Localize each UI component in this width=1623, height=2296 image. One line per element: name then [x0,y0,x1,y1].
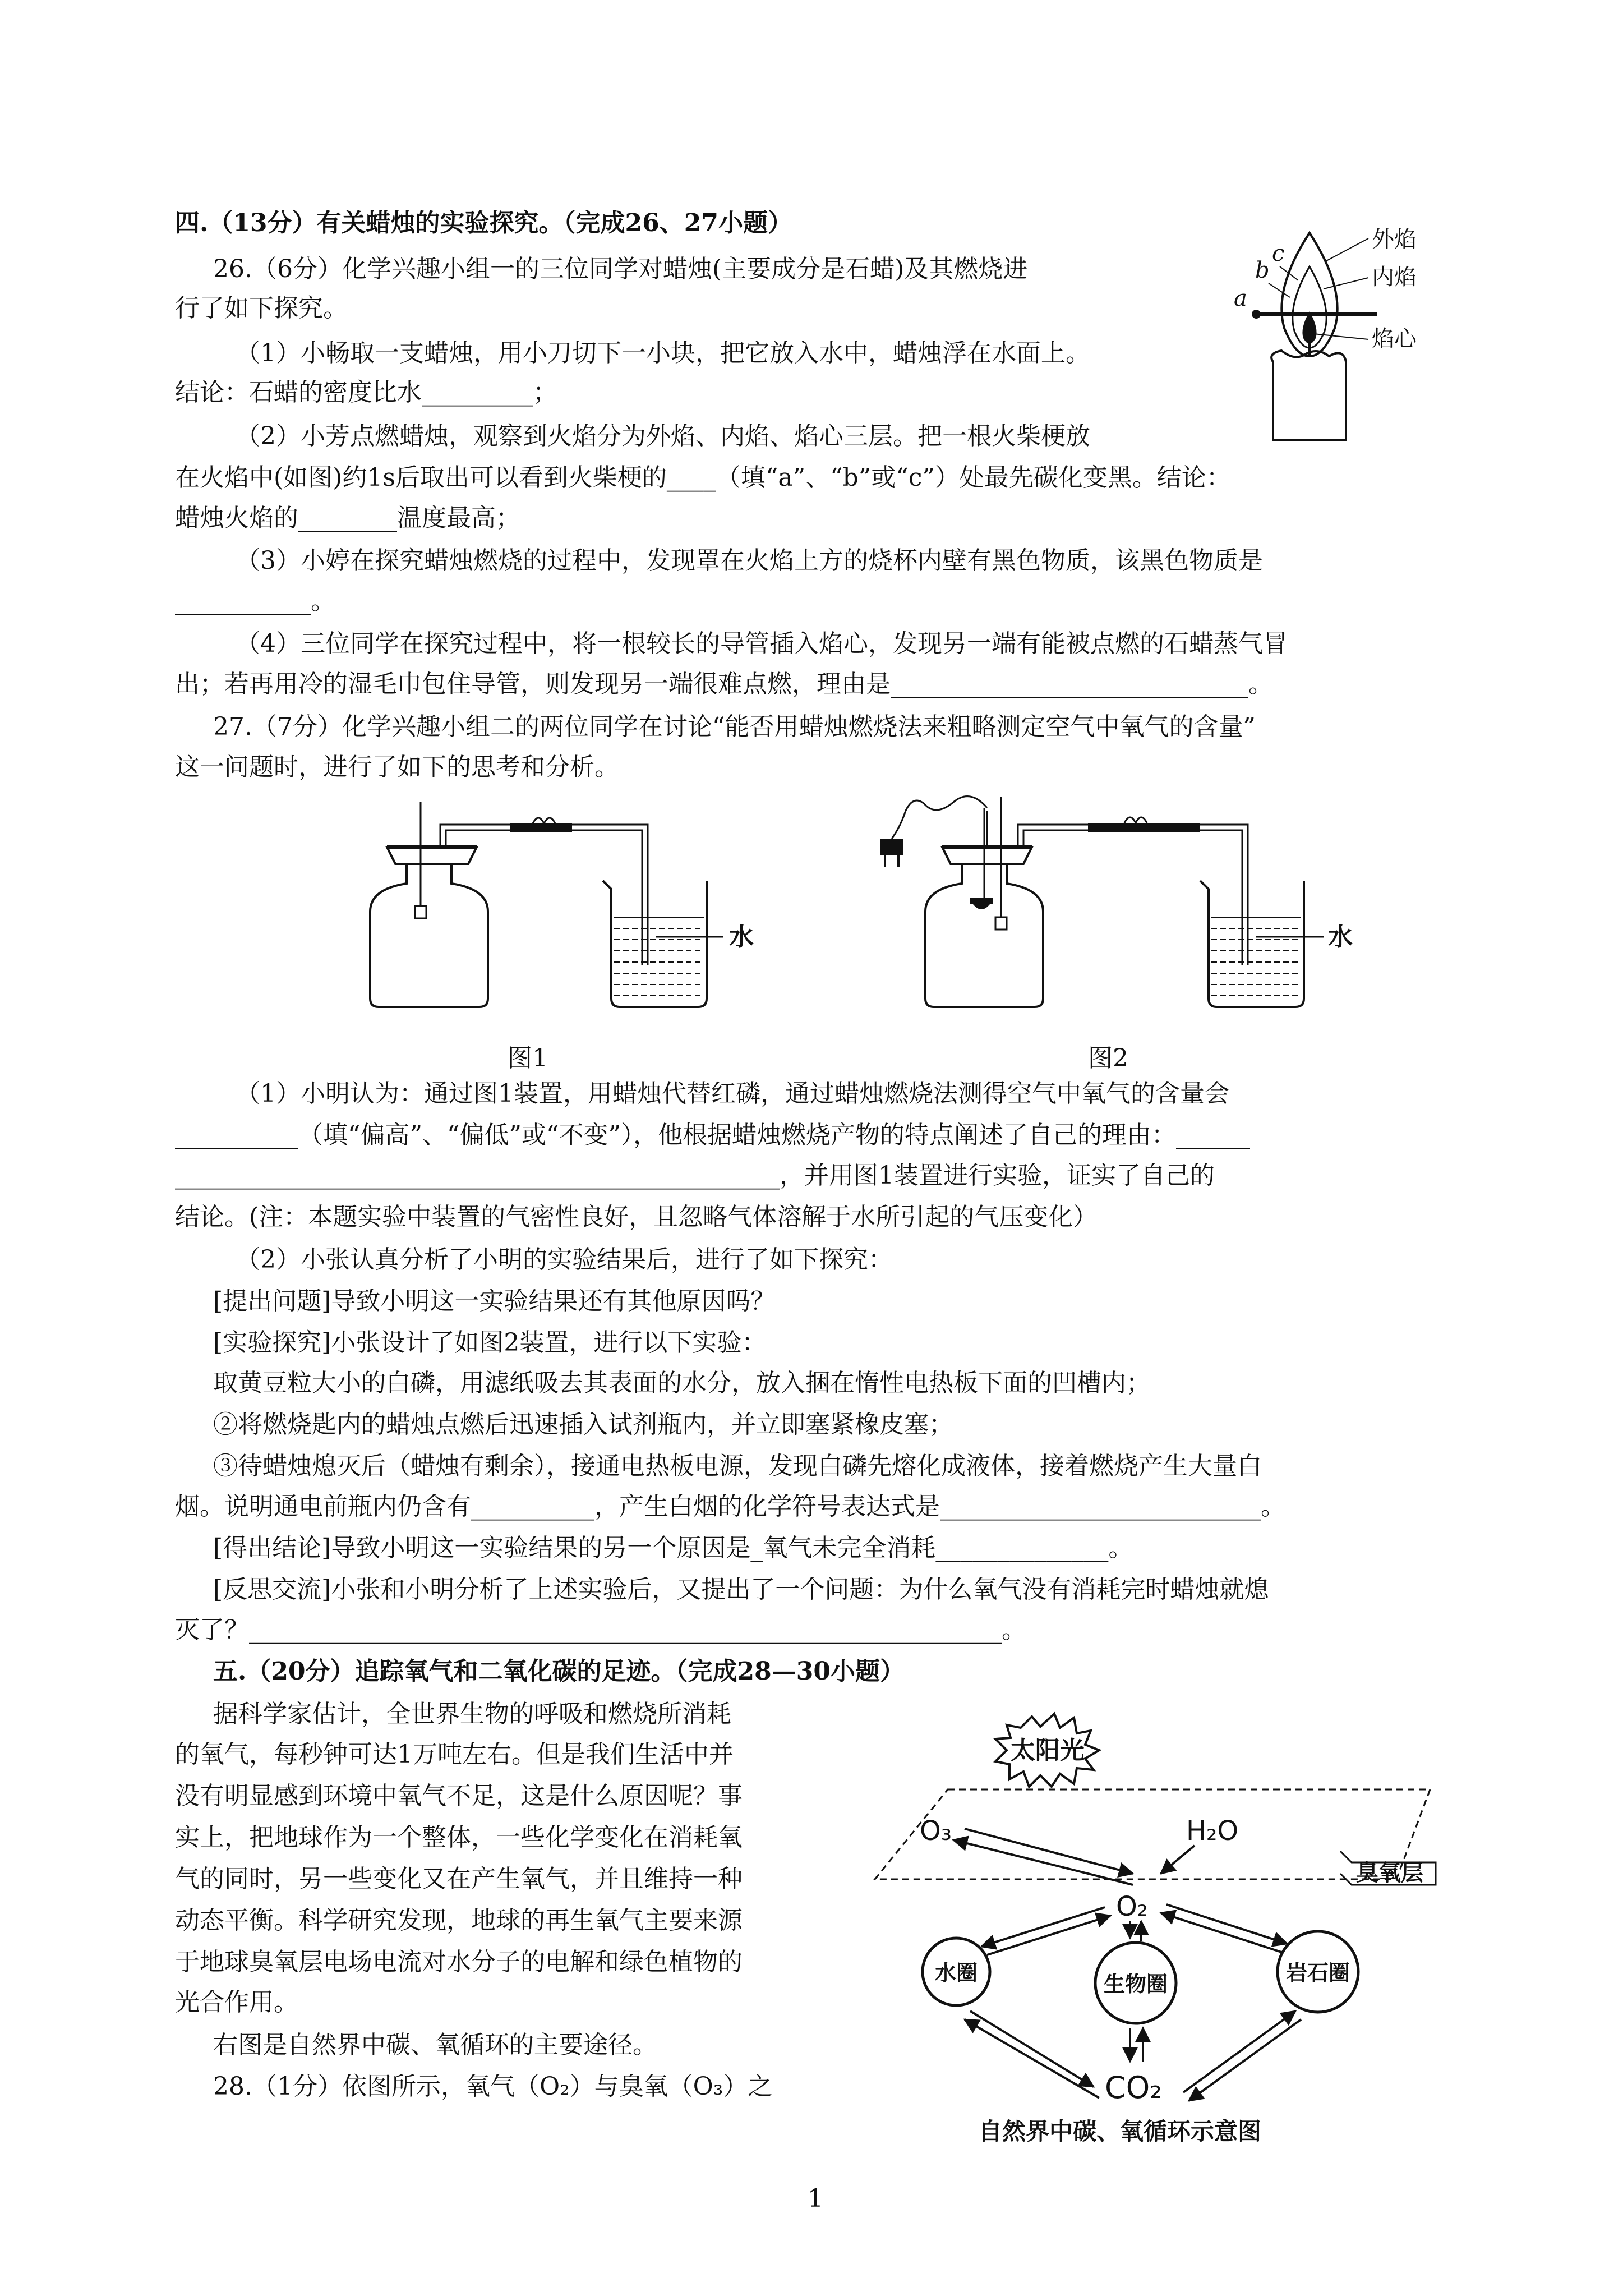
candle-flame-figure [1234,222,1469,457]
sun-label: 太阳光 [1011,1736,1085,1765]
point-c-label: c [1272,241,1285,266]
point-a-label: a [1234,286,1247,311]
fig1-caption: 图1 [508,1044,548,1073]
s5-para2: 右图是自然界中碳、氧循环的主要途径。 [213,2031,657,2059]
q27-p1a: （1）小明认为：通过图1装置，用蜡烛代替红磷，通过蜡烛燃烧法测得空气中氧气的含量会 [236,1079,1229,1108]
water-sphere-label: 水圈 [934,1961,978,1985]
q27-p1b: __________（填“偏高”、“偏低”或“不变”），他根据蜡烛燃烧产物的特点阐述了自己的理由：______ [175,1121,1250,1149]
q27-step3a: ③待蜡烛熄灭后（蜡烛有剩余），接通电热板电源，发现白磷先熔化成液体，接着燃烧产生大量白 [213,1452,1262,1480]
q27-p2: （2）小张认真分析了小明的实验结果后，进行了如下探究： [236,1245,893,1274]
s5-para-1: 据科学家估计，全世界生物的呼吸和燃烧所消耗 [213,1700,731,1728]
fig2-caption: 图2 [1088,1044,1128,1073]
rock-sphere-label: 岩石圈 [1285,1961,1350,1985]
s5-para-6: 动态平衡。科学研究发现，地球的再生氧气主要来源 [175,1906,743,1935]
o3-label: O₃ [920,1815,952,1847]
q27-intro-1: 27.（7分）化学兴趣小组二的两位同学在讨论“能否用蜡烛燃烧法来粗略测定空气中氧气的含量” [213,712,1256,741]
q26-p2b: 在火焰中(如图)约1s后取出可以看到火柴梗的____（填“a”、“b”或“c”）处最先碳化变黑。结论： [175,463,1231,492]
q26-p3b: ___________。 [175,587,335,615]
q28-text: 28.（1分）依图所示，氧气（O₂）与臭氧（O₃）之 [213,2072,773,2101]
q27-reflect2: 灭了？_____________________________________________________________。 [175,1616,1026,1644]
q27-step3b: 烟。说明通电前瓶内仍含有__________，产生白烟的化学符号表达式是__________________________。 [175,1492,1285,1521]
q26-p1b: 结论：石蜡的密度比水_________； [175,378,557,407]
ozone-layer-label: 臭氧层 [1356,1860,1423,1886]
bio-sphere-label: 生物圈 [1103,1972,1168,1996]
section5-title: 五.（20分）追踪氧气和二氧化碳的足迹。（完成28—30小题） [213,1657,905,1686]
q26-p4a: （4）三位同学在探究过程中，将一根较长的导管插入焰心，发现另一端有能被点燃的石蜡蒸气冒 [236,629,1288,658]
water-label-1: 水 [729,923,754,951]
q26-p2c: 蜡烛火焰的________温度最高； [175,504,520,532]
s5-para-4: 实上，把地球作为一个整体，一些化学变化在消耗氧 [175,1823,743,1852]
q27-p1d: 结论。(注：本题实验中装置的气密性良好，且忽略气体溶解于水所引起的气压变化） [175,1203,1098,1231]
point-b-label: b [1255,257,1270,283]
q27-raise: [提出问题]导致小明这一实验结果还有其他原因吗？ [213,1287,776,1315]
page-number: 1 [808,2184,823,2213]
q27-intro-2: 这一问题时，进行了如下的思考和分析。 [175,753,619,781]
o2-label: O₂ [1116,1891,1149,1922]
apparatus-figure-1 [365,791,802,1015]
cycle-diagram-caption: 自然界中碳、氧循环示意图 [979,2118,1262,2145]
core-flame-label: 焰心 [1372,326,1417,352]
co2-label: CO₂ [1105,2070,1162,2105]
q27-conclusion: [得出结论]导致小明这一实验结果的另一个原因是_氧气未完全消耗______________。 [213,1534,1133,1562]
water-label-2: 水 [1328,923,1353,951]
q26-intro-2: 行了如下探究。 [175,294,348,323]
q26-p3a: （3）小婷在探究蜡烛燃烧的过程中，发现罩在火焰上方的烧杯内壁有黑色物质，该黑色物质是 [236,546,1263,575]
q27-p1c: _________________________________________________，并用图1装置进行实验，证实了自己的 [175,1161,1215,1190]
q27-exp: [实验探究]小张设计了如图2装置，进行以下实验： [213,1328,767,1357]
inner-flame-label: 内焰 [1372,264,1417,290]
q26-p2a: （2）小芳点燃蜡烛，观察到火焰分为外焰、内焰、焰心三层。把一根火柴梗放 [236,422,1090,450]
s5-para-2: 的氧气，每秒钟可达1万吨左右。但是我们生活中并 [175,1740,734,1769]
q27-step2: ②将燃烧匙内的蜡烛点燃后迅速插入试剂瓶内，并立即塞紧橡皮塞； [213,1410,953,1439]
apparatus-figure-2 [875,777,1380,1015]
q26-intro-1: 26.（6分）化学兴趣小组一的三位同学对蜡烛(主要成分是石蜡)及其燃烧进 [213,255,1028,283]
s5-para-5: 气的同时，另一些变化又在产生氧气，并且维持一种 [175,1865,743,1893]
section4-title: 四.（13分）有关蜡烛的实验探究。（完成26、27小题） [175,209,793,237]
q27-step1: 取黄豆粒大小的白磷，用滤纸吸去其表面的水分，放入捆在惰性电热板下面的凹槽内； [213,1369,1151,1397]
s5-para-8: 光合作用。 [175,1988,298,2017]
outer-flame-label: 外焰 [1372,227,1417,252]
carbon-oxygen-cycle-diagram [869,1705,1441,2120]
h2o-label: H₂O [1186,1815,1239,1847]
q26-p4b: 出；若再用冷的湿毛巾包住导管，则发现另一端很难点燃，理由是_____________________________。 [175,670,1273,698]
q27-reflect1: [反思交流]小张和小明分析了上述实验后，又提出了一个问题：为什么氧气没有消耗完时蜡烛就熄 [213,1575,1269,1604]
q26-p1a: （1）小畅取一支蜡烛，用小刀切下一小块，把它放入水中，蜡烛浮在水面上。 [236,339,1090,367]
s5-para-7: 于地球臭氧层电场电流对水分子的电解和绿色植物的 [175,1948,743,1976]
s5-para-3: 没有明显感到环境中氧气不足，这是什么原因呢？事 [175,1782,743,1810]
